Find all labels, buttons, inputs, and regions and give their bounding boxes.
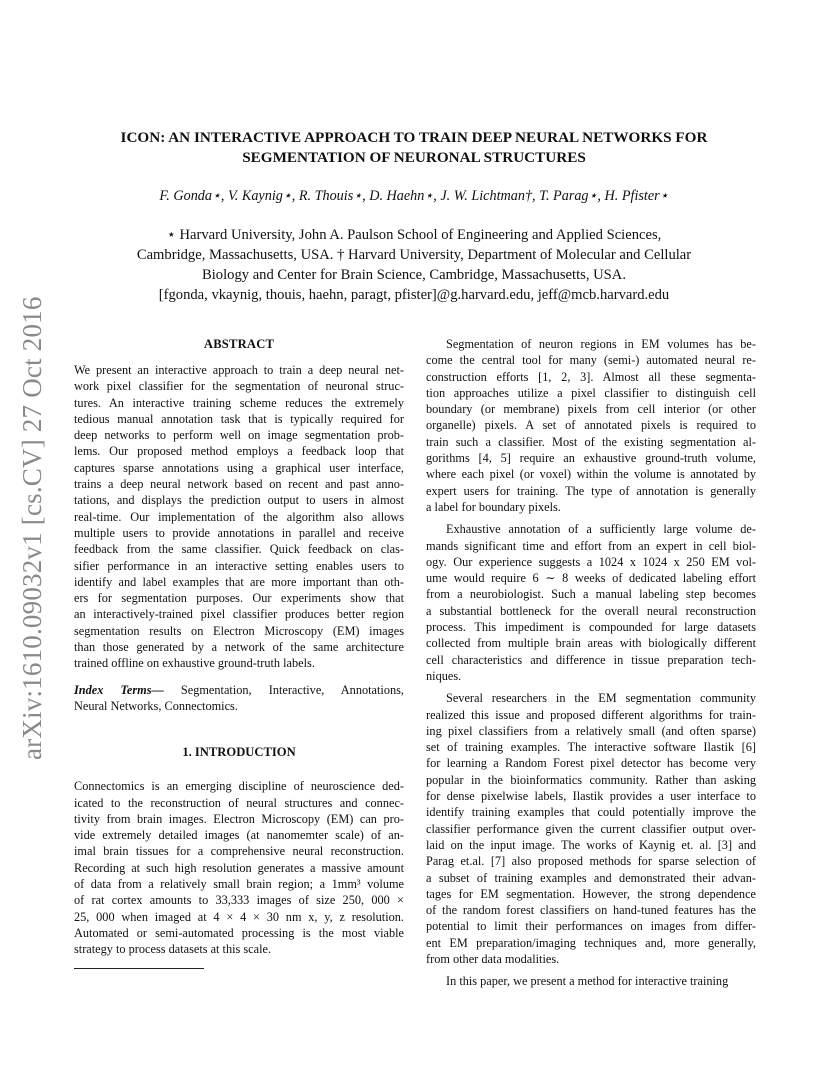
text-line: ent EM preparation/imaging techniques and, more generally,: [426, 935, 756, 950]
text-line: Automated or semi-automated processing is the most viable: [74, 925, 404, 940]
text-line: multiple users to provide annotations in parallel and receive: [74, 525, 404, 540]
text-line: We present an interactive approach to train a deep neural net-: [74, 363, 404, 377]
text-line: popular in the bioinformatics community. Rather than asking: [426, 772, 756, 787]
text-line: ing pixel classifiers from a relatively small (and often sparse): [426, 723, 756, 738]
text-line: from a neurobiologist. Such a manual labeling step becomes: [426, 587, 756, 602]
text-line: a substantial bottleneck for the overall neural reconstruction: [426, 603, 756, 618]
text-line: ume would require 6 ∼ 8 weeks of dedicated labeling effort: [426, 571, 756, 586]
index-terms: [74, 682, 404, 715]
affiliation-line: Cambridge, Massachusetts, USA. † Harvard University, Department of Molecular and Cellular: [136, 247, 692, 263]
text-line: an interactively-trained pixel classifier produces better region: [74, 607, 404, 622]
text-line: from other data modalities.: [426, 951, 560, 966]
text-line: Segmentation of neuron regions in EM volumes has be-: [446, 337, 756, 351]
index-terms-line: [74, 682, 404, 698]
text-line: sifier performance in an interactive setting enables users to: [74, 558, 404, 573]
text-line: imal brain tissues for a comprehensive neural reconstruction.: [74, 844, 404, 859]
text-line: a label for boundary pixels.: [426, 499, 561, 514]
text-line: for learning a Random Forest pixel detector has become very: [426, 756, 756, 771]
text-line: captures sparse annotations using a graphical user interface,: [74, 460, 404, 475]
arxiv-identifier-text: arXiv:1610.09032v1 [cs.CV] 27 Oct 2016: [17, 296, 47, 760]
text-line: expert users for training. The type of annotation is generally: [426, 483, 756, 498]
text-line: of rat cortex amounts to 33,333 images of size 250, 000 ×: [74, 893, 404, 908]
text-line: organelle) pixels. A set of annotated pixels is required to: [426, 418, 756, 433]
text-line: mands significant time and effort from an expert in cell biol-: [426, 538, 756, 553]
text-line: Exhaustive annotation of a sufficiently large volume de-: [446, 522, 756, 537]
text-line: deep networks to perform well on image segmentation prob-: [74, 428, 404, 443]
paper-title-line: SEGMENTATION OF NEURONAL STRUCTURES: [242, 149, 586, 166]
text-line: realized this issue and proposed different algorithms for train-: [426, 707, 756, 722]
arxiv-identifier: [14, 290, 50, 760]
intro-paragraph-contribution: [426, 973, 756, 989]
text-line: of the random forest classifiers on hand-tuned features has the: [426, 903, 756, 918]
text-line: tion approaches utilize a pixel classifier to distinguish cell: [426, 385, 756, 400]
text-line: for dense pixelwise labels, Ilastik provides a user interface to: [426, 789, 756, 804]
affiliations: [70, 225, 758, 305]
text-line: set of training examples. The interactive software Ilastik [6]: [426, 740, 756, 755]
text-line: segmentation results on Electron Microscopy (EM) images: [74, 623, 404, 638]
text-line: classifier performance given the current classifier output over-: [426, 821, 756, 836]
affiliation-line: Biology and Center for Brain Science, Cambridge, Massachusetts, USA.: [202, 267, 626, 283]
text-line: tures. An interactive training scheme reduces the extremely: [74, 395, 404, 410]
text-line: feedback from the same classifier. Quick feedback on clas-: [74, 542, 404, 557]
index-terms-keywords-continued: Neural Networks, Connectomics.: [74, 698, 238, 713]
text-line: ogy. Our experience suggests a 1024 x 1024 x 250 EM vol-: [426, 554, 756, 569]
text-line: tivity from brain images. Electron Microscopy (EM) can pro-: [74, 811, 404, 826]
paper-title: [80, 128, 748, 168]
text-line: lems. Our proposed method employs a feedback loop that: [74, 444, 404, 459]
text-line: ers for segmentation purposes. Our experiments show that: [74, 591, 404, 606]
text-line: tations, and displays the prediction output to users in almost: [74, 493, 404, 508]
text-line: Parag et.al. [7] also proposed methods for sparse selection of: [426, 854, 756, 869]
text-line: a subset of training examples and demonstrated their advan-: [426, 870, 756, 885]
text-line: potential to limit their performances on images from differ-: [426, 919, 756, 934]
text-line: boundary (or membrane) pixels from cell interior (or other: [426, 402, 756, 417]
text-line: process. This impediment is compounded for large datasets: [426, 620, 756, 635]
text-line: In this paper, we present a method for interactive training: [446, 974, 729, 989]
text-line: gorithms [4, 5] require an exhaustive ground-truth volume,: [426, 451, 756, 466]
abstract-heading: ABSTRACT: [203, 337, 275, 351]
text-line: train such a classifier. Most of the existing segmentation al-: [426, 434, 756, 449]
footnote-rule: [74, 968, 204, 969]
intro-paragraph-related-work: [426, 690, 756, 967]
text-line: Connectomics is an emerging discipline of neuroscience ded-: [74, 779, 404, 794]
text-line: icated to the reconstruction of neural structures and connec-: [74, 795, 404, 810]
text-line: identify training examples that could potentially improve the: [426, 805, 756, 820]
text-line: trains a deep neural network based on recent and past anno-: [74, 477, 404, 492]
author-emails: [fgonda, vkaynig, thouis, haehn, paragt, pfister]@g.harvard.edu, jeff@mcb.harvard.edu: [158, 287, 670, 303]
text-line: Several researchers in the EM segmentation community: [446, 691, 756, 706]
text-line: cell characteristics and difference in tissue preparation tech-: [426, 652, 756, 667]
text-line: 25, 000 when imaged at 4 × 4 × 30 nm x, y, z resolution.: [74, 909, 404, 924]
right-column: [426, 336, 756, 990]
text-line: come the central tool for many (semi-) automated neural re-: [426, 353, 756, 368]
abstract-body: [74, 362, 404, 672]
text-line: strategy to process datasets at this scale.: [74, 942, 272, 957]
text-line: real-time. Our implementation of the algorithm also allows: [74, 509, 404, 524]
text-line: construction efforts [1, 2, 3]. Almost all these segmenta-: [426, 369, 756, 384]
paper-title-line: ICON: AN INTERACTIVE APPROACH TO TRAIN DEEP NEURAL NETWORKS FOR: [120, 129, 708, 146]
intro-paragraph-segmentation: [426, 336, 756, 515]
text-line: where each pixel (or voxel) within the volume is annotated by: [426, 467, 756, 482]
text-line: Recording at such high resolution generates a massive amount: [74, 860, 404, 875]
author-list: F. Gonda⋆, V. Kaynig⋆, R. Thouis⋆, D. Haehn⋆, J. W. Lichtman†, T. Parag⋆, H. Pfister⋆: [159, 188, 669, 204]
text-line: than those generated by a network of the same architecture: [74, 640, 404, 655]
text-line: tages for EM segmentation. However, the strong dependence: [426, 886, 756, 901]
text-line: vide extremely detailed images (at nanomemter scale) of an-: [74, 828, 404, 843]
text-line: trained offline on exhaustive ground-truth labels.: [74, 656, 315, 671]
text-line: tedious manual annotation task that is typically required for: [74, 411, 404, 426]
index-terms-keywords: Segmentation, Interactive, Annotations,: [180, 682, 404, 697]
text-line: of data from a relatively small brain region; a 1mm³ volume: [74, 877, 404, 892]
index-terms-label: Index Terms—: [74, 682, 164, 697]
intro-paragraph-annotation-cost: [426, 521, 756, 684]
text-line: laid on the input image. The works of Kaynig et. al. [3] and: [426, 837, 756, 852]
text-line: niques.: [426, 668, 462, 683]
text-line: work pixel classifier for the segmentation of neuronal struc-: [74, 379, 404, 394]
affiliation-line: ⋆ Harvard University, John A. Paulson School of Engineering and Applied Sciences,: [166, 227, 662, 243]
section-heading-introduction: 1. INTRODUCTION: [182, 745, 296, 760]
left-column: [74, 336, 404, 969]
text-line: identify and label examples that are more important than oth-: [74, 574, 404, 589]
text-line: collected from multiple brain areas with biologically different: [426, 636, 756, 651]
introduction-body: [74, 778, 404, 957]
